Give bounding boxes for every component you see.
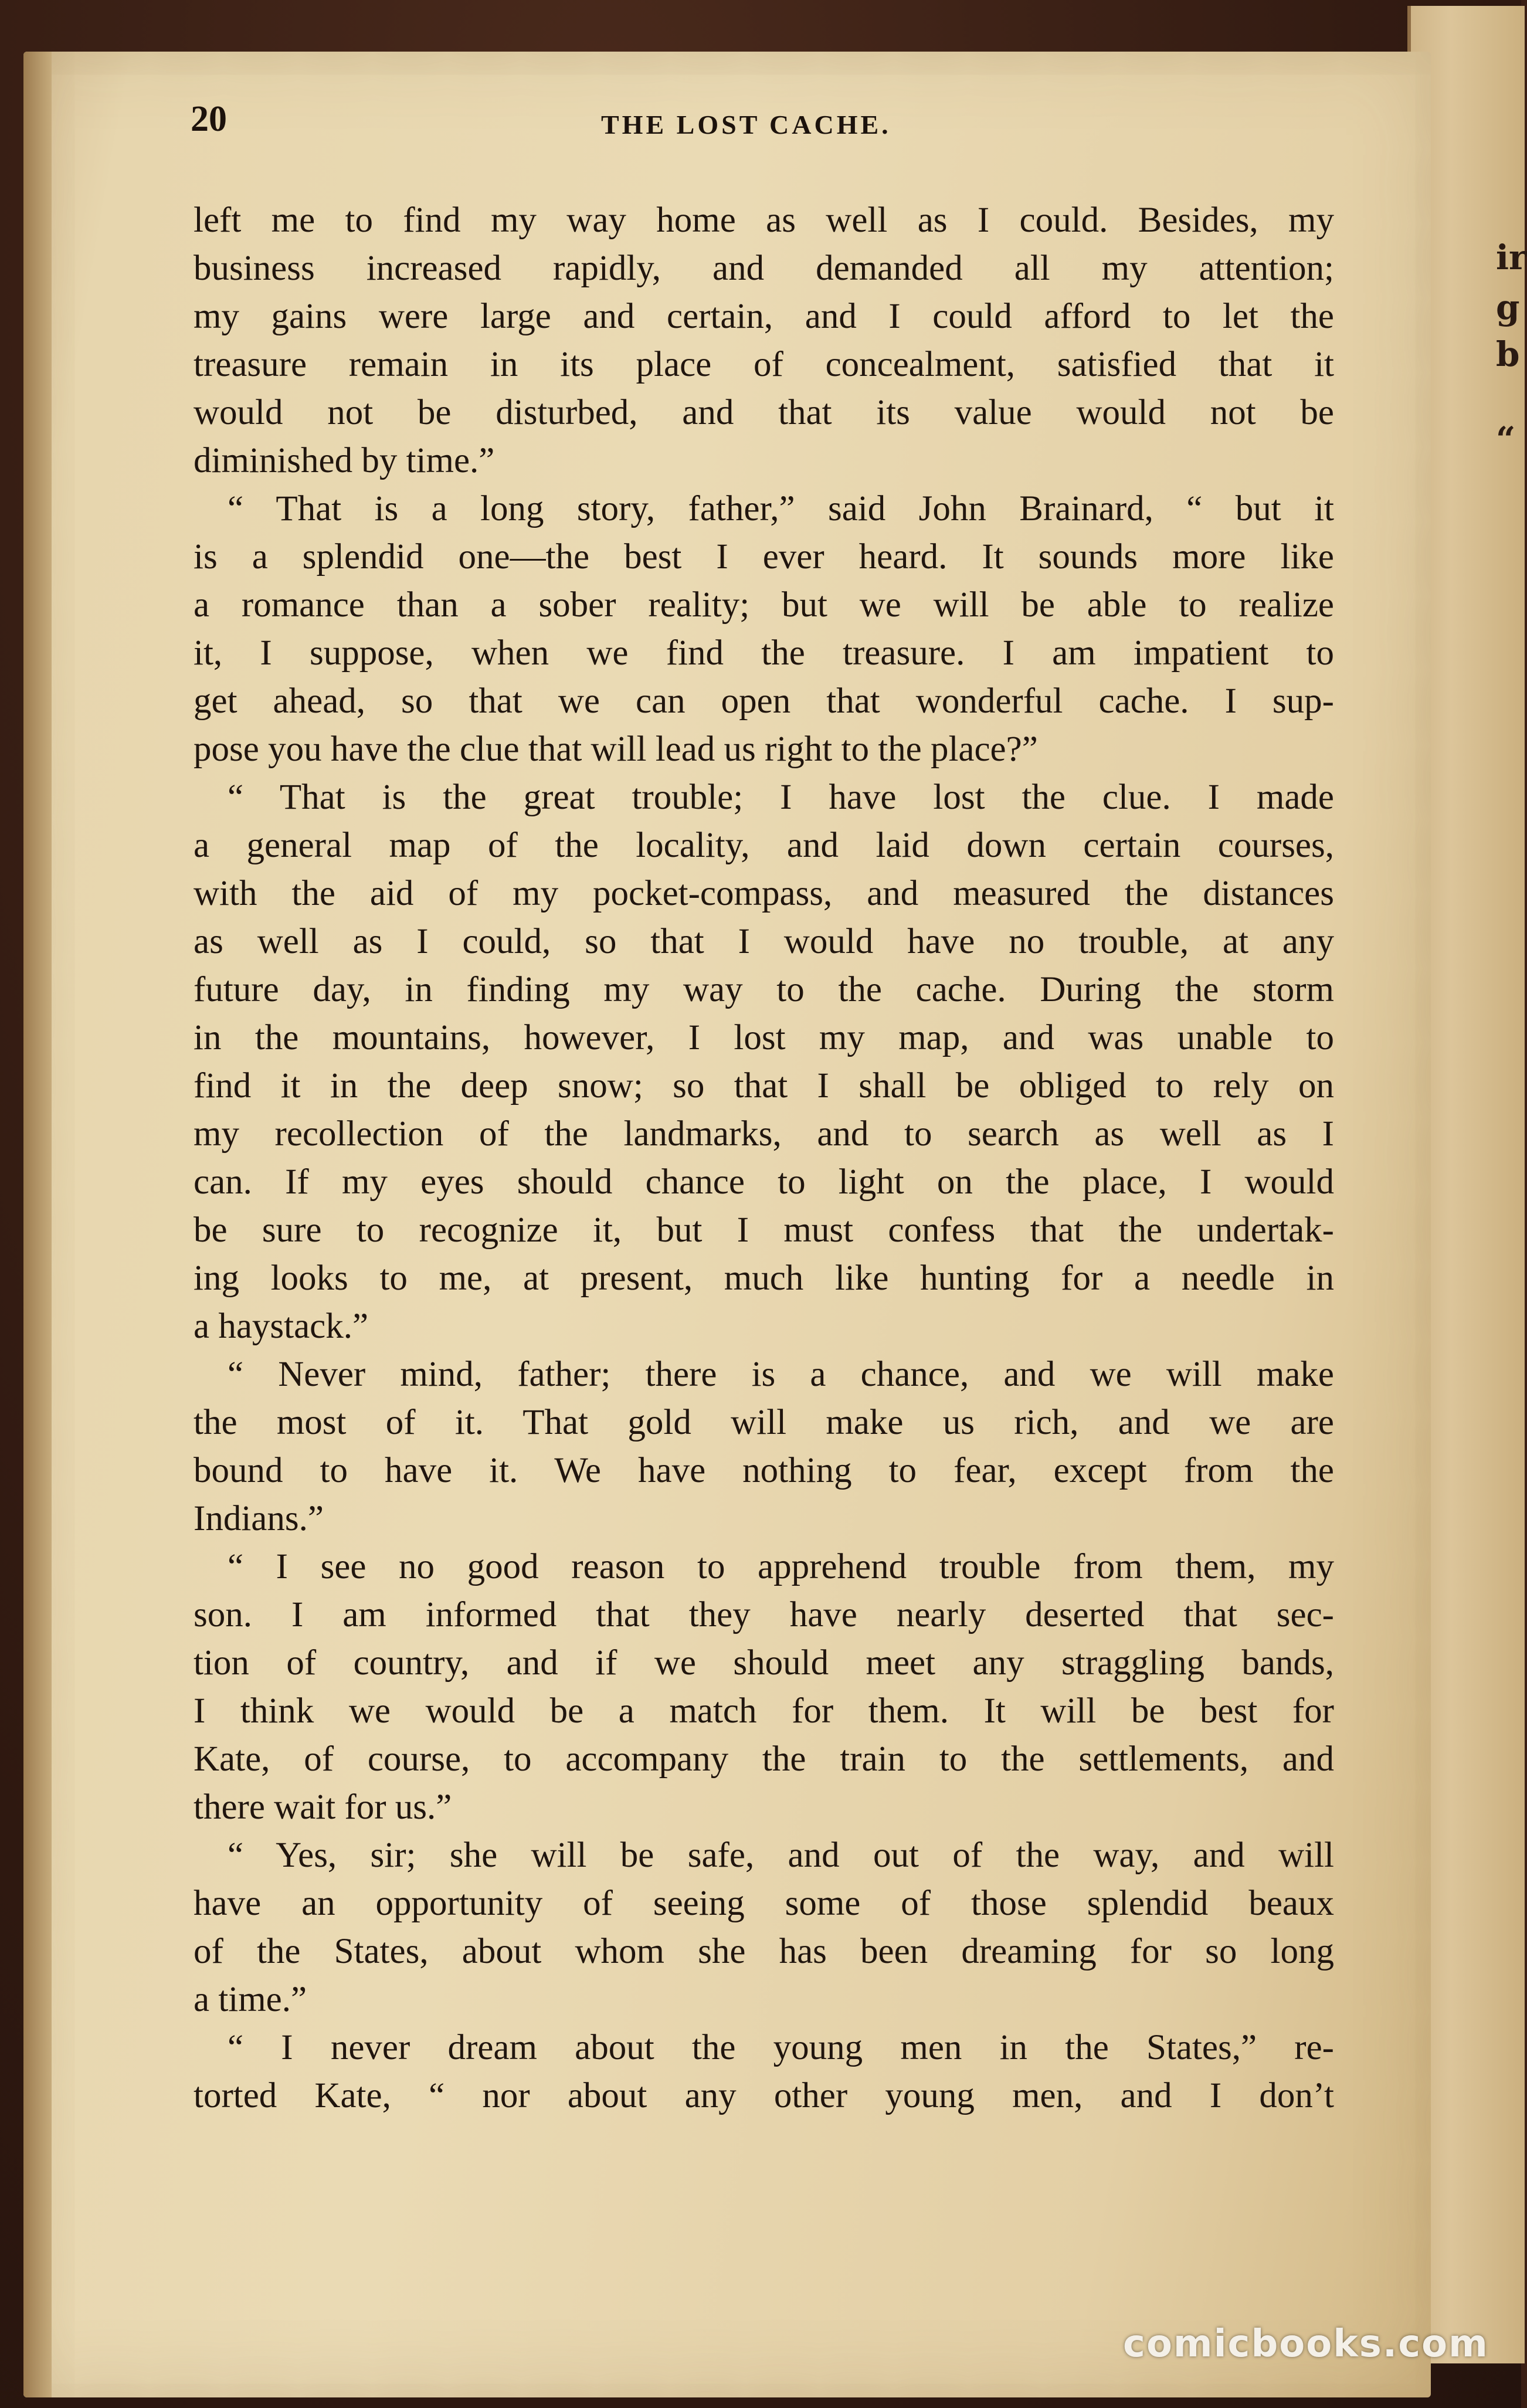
text-line: business increased rapidly, and demanded all my attention; [194, 249, 1334, 288]
text-line: a time.” [194, 1980, 307, 2019]
text-line: get ahead, so that we can open that wonderful cache. I sup- [194, 681, 1334, 721]
text-line: “ That is the great trouble; I have lost the clue. I made [228, 778, 1334, 817]
text-line: be sure to recognize it, but I must confess that the undertak- [194, 1210, 1334, 1250]
text-line: is a splendid one—the best I ever heard. It sounds more like [194, 537, 1334, 576]
text-line: my recollection of the landmarks, and to search as well as I [194, 1114, 1334, 1154]
facing-page-fragment: g [1496, 287, 1520, 327]
facing-page-fragment: “ [1496, 419, 1516, 459]
text-line: would not be disturbed, and that its value would not be [194, 393, 1334, 432]
text-line: left me to find my way home as well as I could. Besides, my [194, 201, 1334, 240]
page-number: 20 [191, 99, 227, 139]
text-line: it, I suppose, when we find the treasure. I am impatient to [194, 633, 1334, 673]
text-line: tion of country, and if we should meet any straggling bands, [194, 1643, 1334, 1683]
text-line: can. If my eyes should chance to light on the place, I would [194, 1162, 1334, 1202]
text-line: I think we would be a match for them. It will be best for [194, 1691, 1334, 1731]
text-line: my gains were large and certain, and I could afford to let the [194, 297, 1334, 336]
text-line: there wait for us.” [194, 1788, 452, 1827]
text-line: pose you have the clue that will lead us right to the place?” [194, 730, 1038, 769]
facing-page-fragment: b [1496, 334, 1520, 374]
text-line: “ Never mind, father; there is a chance, and we will make [228, 1355, 1334, 1394]
text-line: find it in the deep snow; so that I shall be obliged to rely on [194, 1066, 1334, 1105]
text-line: have an opportunity of seeing some of those splendid beaux [194, 1884, 1334, 1923]
text-line: diminished by time.” [194, 441, 495, 480]
text-line: “ Yes, sir; she will be safe, and out of the way, and will [228, 1836, 1334, 1875]
text-line: torted Kate, “ nor about any other young men, and I don’t [194, 2076, 1334, 2115]
text-line: a haystack.” [194, 1307, 369, 1346]
text-line: a general map of the locality, and laid down certain courses, [194, 826, 1334, 865]
watermark: comicbooks.com [1123, 2322, 1489, 2366]
text-line: treasure remain in its place of concealment, satisfied that it [194, 345, 1334, 384]
text-line: as well as I could, so that I would have no trouble, at any [194, 922, 1334, 961]
text-line: “ I see no good reason to apprehend trouble from them, my [228, 1547, 1334, 1586]
text-line: with the aid of my pocket-compass, and measured the distances [194, 874, 1334, 913]
text-line: of the States, about whom she has been dreaming for so long [194, 1932, 1334, 1971]
page-gutter-edge [23, 52, 52, 2397]
facing-page-fragment: ir [1496, 238, 1527, 277]
text-line: Kate, of course, to accompany the train to the settlements, and [194, 1739, 1334, 1779]
running-head: THE LOST CACHE. [601, 110, 891, 140]
text-line: in the mountains, however, I lost my map, and was unable to [194, 1018, 1334, 1057]
text-line: a romance than a sober reality; but we will be able to realize [194, 585, 1334, 625]
text-line: Indians.” [194, 1499, 324, 1538]
text-line: future day, in finding my way to the cache. During the storm [194, 970, 1334, 1009]
text-line: son. I am informed that they have nearly deserted that sec- [194, 1595, 1334, 1634]
text-line: “ I never dream about the young men in the States,” re- [228, 2028, 1334, 2067]
text-line: ing looks to me, at present, much like hunting for a needle in [194, 1259, 1334, 1298]
text-line: “ That is a long story, father,” said John Brainard, “ but it [228, 489, 1334, 528]
text-line: bound to have it. We have nothing to fear, except from the [194, 1451, 1334, 1490]
text-line: the most of it. That gold will make us rich, and we are [194, 1403, 1334, 1442]
body-text [194, 196, 1334, 2120]
